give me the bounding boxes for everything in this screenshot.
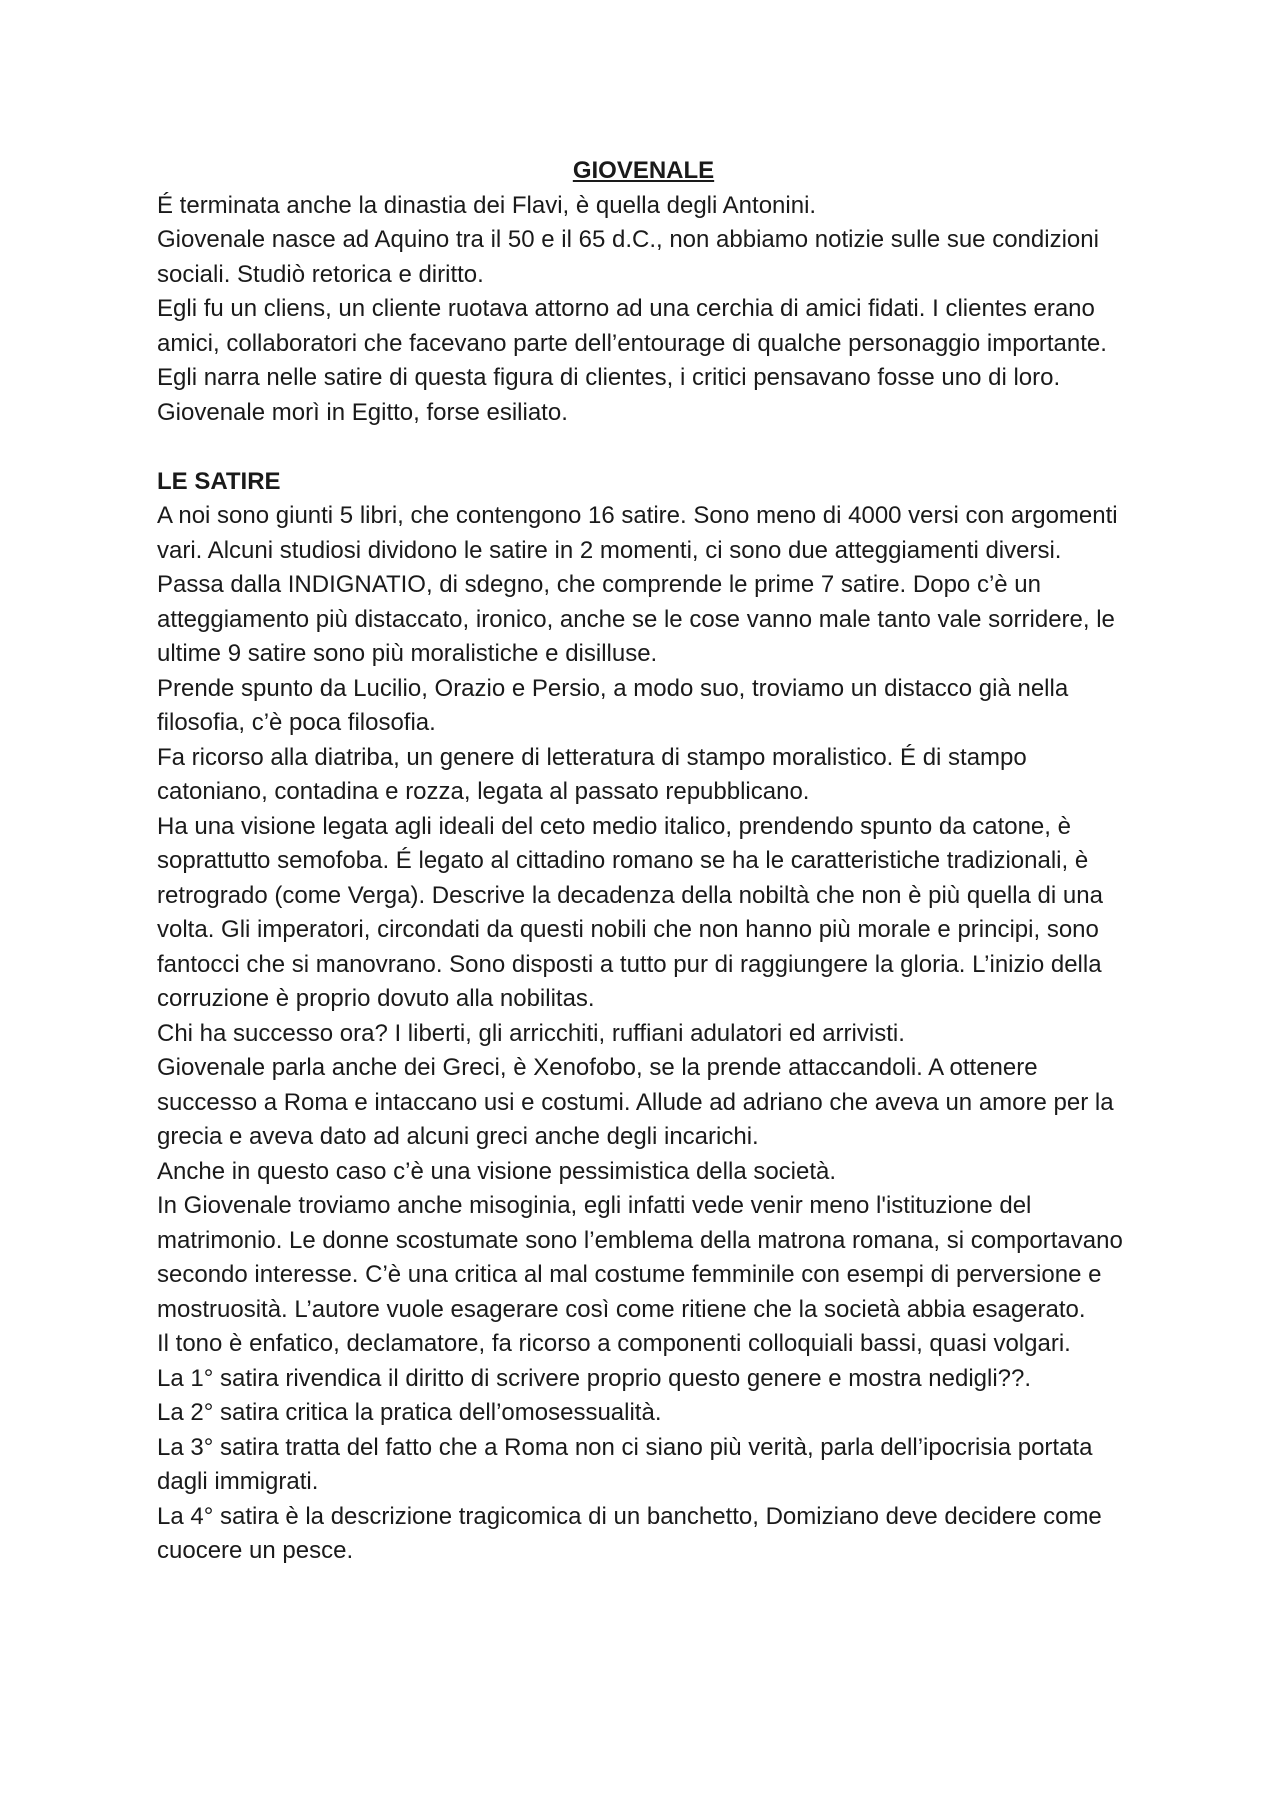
paragraph: É terminata anche la dinastia dei Flavi, è quella degli Antonini.	[157, 191, 817, 219]
paragraph: Il tono è enfatico, declamatore, fa ricorso a componenti colloquiali bassi, quasi volgari.	[157, 1330, 1071, 1357]
paragraph: Anche in questo caso c’è una visione pessimistica della società.	[157, 1157, 837, 1185]
page-title: GIOVENALE	[572, 157, 715, 184]
paragraph: Egli fu un cliens, un cliente ruotava attorno ad una cerchia di amici fidati. I clientes erano amici, collaboratori che facevano parte dell’entourage di qualche personaggio importante. Egli narra nelle satire di questa figura di clientes, i critici pensavano fosse uno di loro.	[157, 295, 1107, 391]
paragraph: Giovenale parla anche dei Greci, è Xenofobo, se la prende attaccandoli. A ottenere successo a Roma e intaccano usi e costumi. Allude ad adriano che aveva un amore per la grecia e aveva dato ad alcuni greci anche degli incarichi.	[157, 1054, 1114, 1150]
paragraph: Fa ricorso alla diatriba, un genere di letteratura di stampo moralistico. É di stampo catoniano, contadina e rozza, legata al passato repubblicano.	[157, 743, 1027, 805]
paragraph: Prende spunto da Lucilio, Orazio e Persio, a modo suo, troviamo un distacco già nella filosofia, c’è poca filosofia.	[157, 674, 1069, 736]
paragraph: La 3° satira tratta del fatto che a Roma non ci siano più verità, parla dell’ipocrisia portata dagli immigrati.	[157, 1433, 1093, 1495]
section-heading: LE SATIRE	[157, 467, 281, 495]
paragraph: Chi ha successo ora? I liberti, gli arricchiti, ruffiani adulatori ed arrivisti.	[157, 1019, 905, 1047]
paragraph: Giovenale morì in Egitto, forse esiliato.	[157, 398, 568, 426]
paragraph: A noi sono giunti 5 libri, che contengono 16 satire. Sono meno di 4000 versi con argomenti vari. Alcuni studiosi dividono le satire in 2 momenti, ci sono due atteggiamenti diversi. Passa dalla INDIGNATIO, di sdegno, che comprende le prime 7 satire. Dopo c’è un atteggiamento più distaccato, ironico, anche se le cose vanno male tanto vale sorridere, le ultime 9 satire sono più moralistiche e disilluse.	[157, 502, 1118, 667]
paragraph: Ha una visione legata agli ideali del ceto medio italico, prendendo spunto da catone, è soprattutto semofoba. É legato al cittadino romano se ha le caratteristiche tradizionali, è retrogrado (come Verga). Descrive la decadenza della nobiltà che non è più quella di una volta. Gli imperatori, circondati da questi nobili che non hanno più morale e principi, sono fantocci che si manovrano. Sono disposti a tutto pur di raggiungere la gloria. L’inizio della corruzione è proprio dovuto alla nobilitas.	[157, 812, 1103, 1012]
paragraph: La 2° satira critica la pratica dell’omosessualità.	[157, 1399, 662, 1426]
paragraph: In Giovenale troviamo anche misoginia, egli infatti vede venir meno l'istituzione del matrimonio. Le donne scostumate sono l’emblema della matrona romana, si comportavano secondo interesse. C’è una critica al mal costume femminile con esempi di perversione e mostruosità. L’autore vuole esagerare così come ritiene che la società abbia esagerato.	[157, 1192, 1123, 1323]
paragraph: Giovenale nasce ad Aquino tra il 50 e il 65 d.C., non abbiamo notizie sulle sue condizioni sociali. Studiò retorica e diritto.	[157, 226, 1099, 288]
paragraph: La 4° satira è la descrizione tragicomica di un banchetto, Domiziano deve decidere come cuocere un pesce.	[157, 1502, 1102, 1564]
paragraph: La 1° satira rivendica il diritto di scrivere proprio questo genere e mostra nedigli??.	[157, 1364, 1032, 1392]
